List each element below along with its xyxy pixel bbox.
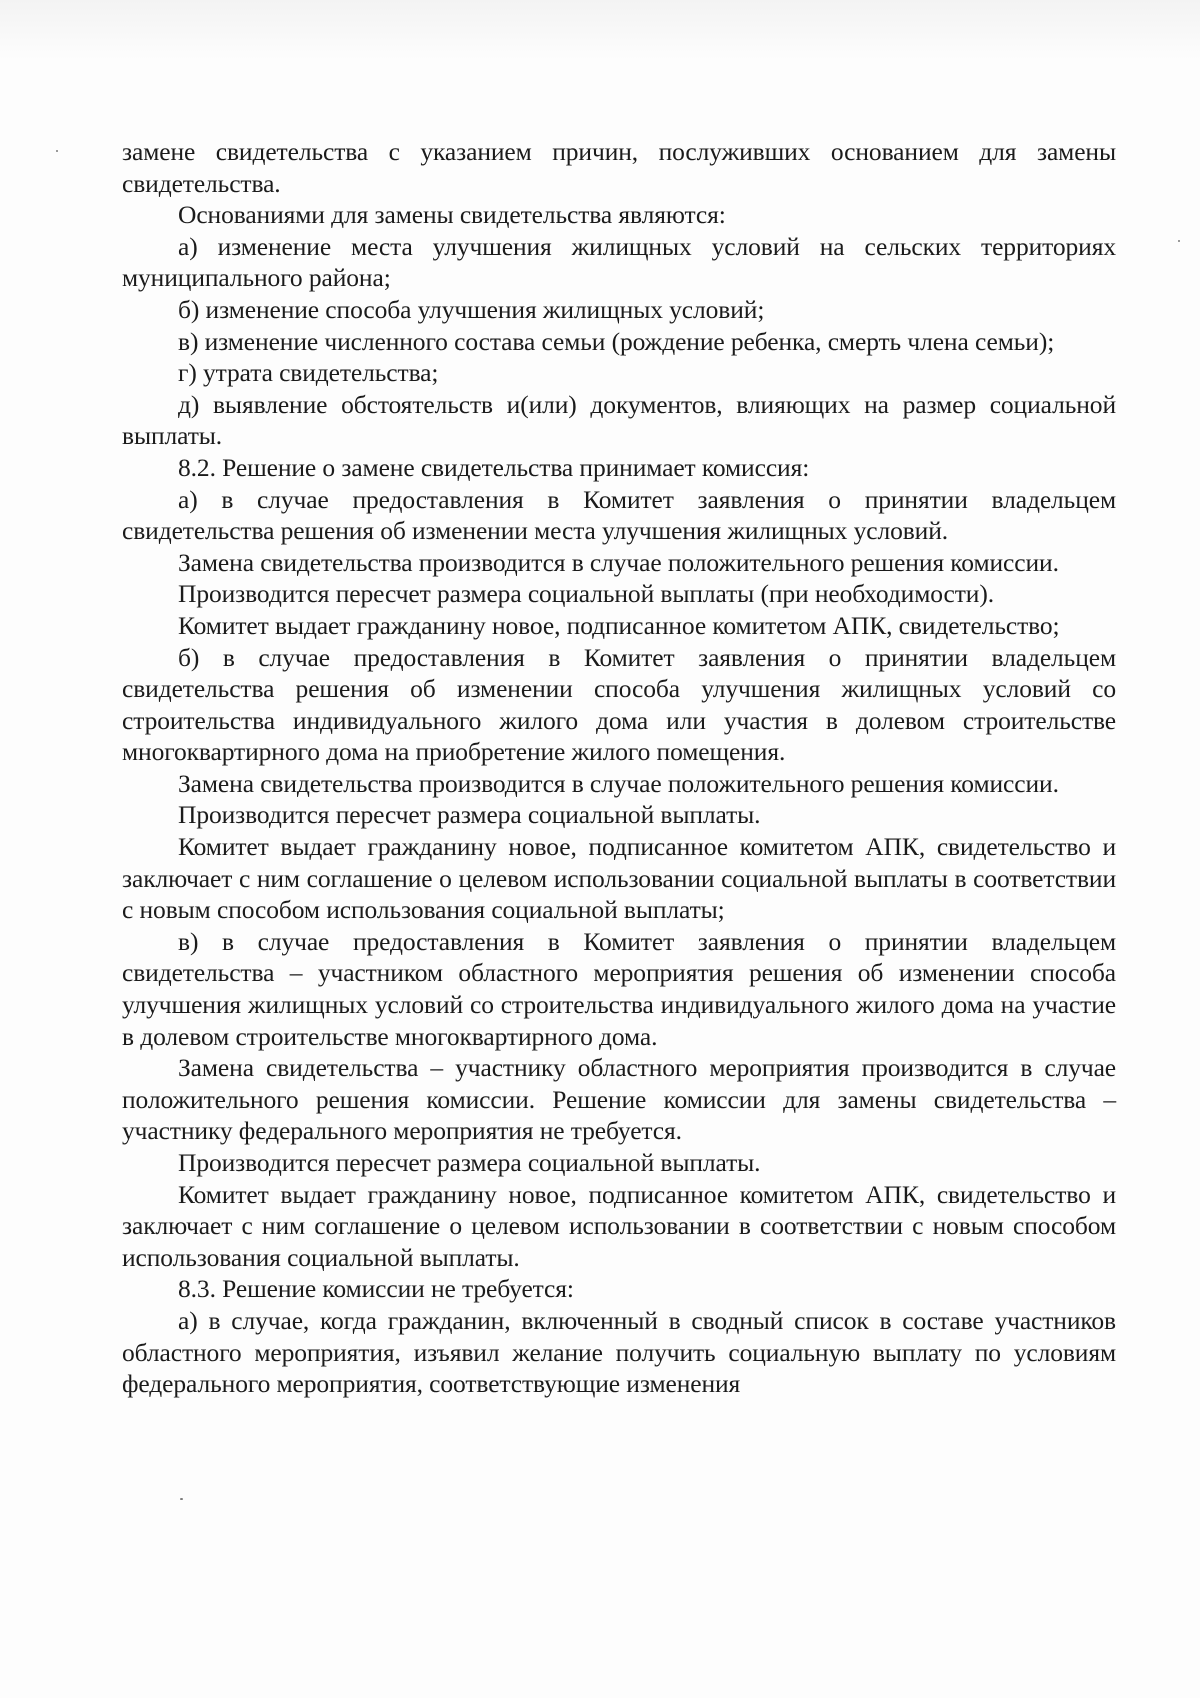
list-item-v: в) изменение численного состава семьи (рождение ребенка, смерть члена семьи); bbox=[178, 326, 1055, 356]
list-item-g: г) утрата свидетельства; bbox=[178, 358, 439, 388]
section-8-2-heading: 8.2. Решение о замене свидетельства принимает комиссия: bbox=[178, 452, 810, 482]
section-8-3-heading: 8.3. Решение комиссии не требуется: bbox=[178, 1274, 574, 1304]
paragraph-8-2-v: в) в случае предоставления в Комитет заявления о принятии владельцем свидетельства – участником областного мероприятия решения об изменении способа улучшения жилищных условий со строительства индивидуального жилого дома на участие в долевом строительстве многоквартирного дома. bbox=[122, 926, 1116, 1051]
paragraph-grounds-heading: Основаниями для замены свидетельства являются: bbox=[178, 200, 726, 230]
paragraph: Комитет выдает гражданину новое, подписанное комитетом АПК, свидетельство и заключает с ним соглашение о целевом использовании в соответствии с новым способом использования социальной выплаты. bbox=[122, 1179, 1116, 1272]
scan-speck bbox=[180, 1498, 183, 1500]
scan-speck bbox=[56, 150, 58, 152]
paragraph-8-2-a: а) в случае предоставления в Комитет заявления о принятии владельцем свидетельства решения об изменении места улучшения жилищных условий. bbox=[122, 484, 1116, 546]
paragraph: Замена свидетельства производится в случае положительного решения комиссии. bbox=[178, 547, 1059, 577]
paragraph: Производится пересчет размера социальной выплаты. bbox=[178, 1148, 761, 1177]
scan-speck bbox=[1178, 240, 1180, 242]
scan-edge-shading bbox=[0, 0, 1200, 60]
list-item-d: д) выявление обстоятельств и(или) документов, влияющих на размер социальной выплаты. bbox=[122, 389, 1116, 451]
paragraph-8-3-a: а) в случае, когда гражданин, включенный в сводный список в составе участников областного мероприятия, изъявил желание получить социальную выплату по условиям федерального мероприятия, соответствующие изменения bbox=[122, 1305, 1116, 1399]
paragraph: Комитет выдает гражданину новое, подписанное комитетом АПК, свидетельство; bbox=[178, 610, 1060, 640]
list-item-a: а) изменение места улучшения жилищных условий на сельских территориях муниципального района; bbox=[122, 231, 1116, 293]
document-body bbox=[122, 136, 1116, 1400]
paragraph-continuation: замене свидетельства с указанием причин, послуживших основанием для замены свидетельства. bbox=[122, 137, 1116, 198]
paragraph-8-2-b: б) в случае предоставления в Комитет заявления о принятии владельцем свидетельства решения об изменении способа улучшения жилищных условий со строительства индивидуального жилого дома или участия в долевом строительстве многоквартирного дома на приобретение жилого помещения. bbox=[122, 642, 1116, 767]
paragraph: Производится пересчет размера социальной выплаты. bbox=[178, 800, 761, 830]
list-item-b: б) изменение способа улучшения жилищных условий; bbox=[178, 294, 765, 324]
paragraph: Замена свидетельства – участнику областного мероприятия производится в случае положительного решения комиссии. Решение комиссии для замены свидетельства – участнику федерального мероприятия не требуется. bbox=[122, 1053, 1116, 1146]
paragraph: Замена свидетельства производится в случае положительного решения комиссии. bbox=[178, 768, 1059, 798]
paragraph: Комитет выдает гражданину новое, подписанное комитетом АПК, свидетельство и заключает с ним соглашение о целевом использовании социальной выплаты в соответствии с новым способом использования социальной выплаты; bbox=[122, 832, 1116, 925]
paragraph: Производится пересчет размера социальной выплаты (при необходимости). bbox=[178, 579, 994, 609]
